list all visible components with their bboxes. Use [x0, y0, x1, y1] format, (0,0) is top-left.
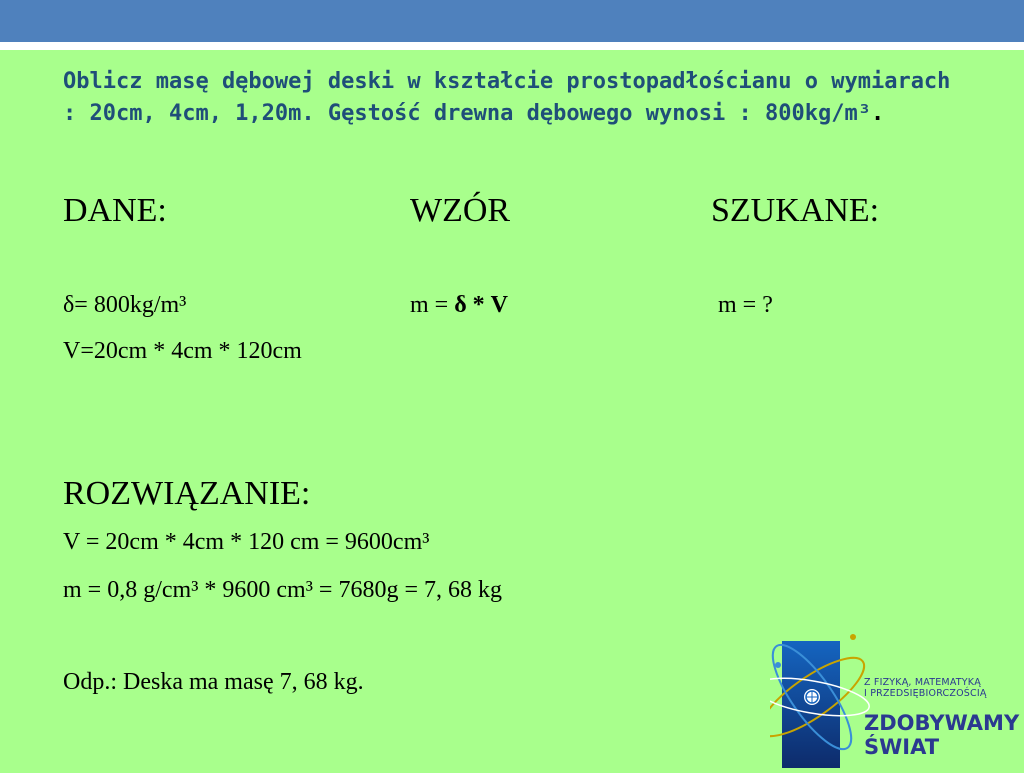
logo-line-2: I PRZEDSIĘBIORCZOŚCIĄ — [864, 688, 987, 699]
task-title — [63, 66, 963, 130]
header-szukane: SZUKANE: — [711, 192, 880, 229]
formula — [410, 291, 508, 319]
top-bar — [0, 0, 1024, 42]
logo-line-3: ZDOBYWAMY — [864, 711, 1020, 735]
formula-lhs: m = — [410, 292, 455, 318]
unknown-mass: m = ? — [718, 292, 773, 318]
logo-line-4: ŚWIAT — [864, 735, 940, 759]
project-logo — [770, 625, 1024, 768]
solution-header: ROZWIĄZANIE: — [63, 475, 311, 512]
answer-text: Odp.: Deska ma masę 7, 68 kg. — [63, 669, 364, 695]
top-divider — [0, 42, 1024, 50]
task-title-end: . — [870, 101, 885, 126]
formula-rhs: δ * V — [454, 292, 508, 318]
solution-line-volume: V = 20cm * 4cm * 120 cm = 9600cm³ — [63, 529, 430, 555]
given-volume: V=20cm * 4cm * 120cm — [63, 338, 302, 364]
logo-line-1: Z FIZYKĄ, MATEMATYKĄ — [864, 677, 981, 688]
solution-line-mass: m = 0,8 g/cm³ * 9600 cm³ = 7680g = 7, 68 kg — [63, 577, 502, 603]
task-title-text: Oblicz masę dębowej deski w kształcie prostopadłościanu o wymiarach : 20cm, 4cm, 1,20m. Gęstość drewna dębowego wynosi : 800kg/m³ — [63, 69, 951, 126]
given-density: δ= 800kg/m³ — [63, 292, 187, 318]
header-wzor: WZÓR — [410, 192, 511, 229]
header-dane: DANE: — [63, 192, 167, 229]
